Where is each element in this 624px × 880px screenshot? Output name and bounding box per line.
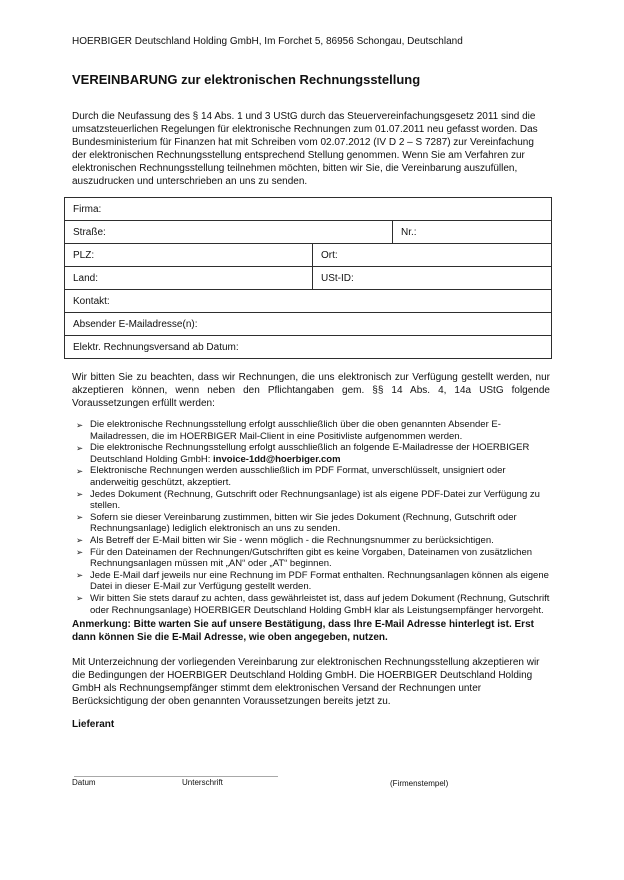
arrow-bullet-icon: ➢ <box>76 442 84 453</box>
list-item <box>76 442 550 465</box>
ustid-field[interactable]: USt-ID: <box>313 267 552 290</box>
requirement-text: Jede E-Mail darf jeweils nur eine Rechnung im PDF Format enthalten. Rechnungsanlagen können als eigene Datei in dieser E-Mail zur Verfügung gestellt werden. <box>90 569 549 593</box>
table-row <box>65 290 552 313</box>
requirement-text: Die elektronische Rechnungsstellung erfolgt ausschließlich an folgende E-Mailadresse der HOERBIGER Deutschland Holding GmbH: <box>90 442 530 465</box>
arrow-bullet-icon: ➢ <box>76 593 84 604</box>
requirements-list <box>72 419 550 616</box>
table-row <box>65 244 552 267</box>
arrow-bullet-icon: ➢ <box>76 512 84 523</box>
list-item <box>76 489 550 512</box>
closing-paragraph: Mit Unterzeichnung der vorliegenden Vereinbarung zur elektronischen Rechnungsstellung akzeptieren wir die Bedingungen der HOERBIGER Deutschland Holding GmbH. Die HOERBIGER Deutschland Holding GmbH als Rechnungsempfänger stimmt dem elektronischen Versand der Rechnungen unter Berücksichtigung der oben genannten Voraussetzungen bereits jetzt zu. <box>72 657 540 708</box>
requirement-text: Wir bitten Sie stets darauf zu achten, dass gewährleistet ist, dass auf jedem Dokument (Rechnung, Gutschrift oder Rechnungsanlage) HOERBIGER Deutschland Holding GmbH klar als Leistungsempfänger hervorgeht. <box>90 592 550 616</box>
date-label: Datum <box>72 778 96 788</box>
table-row <box>65 313 552 336</box>
signature-line <box>74 776 278 779</box>
table-row <box>65 267 552 290</box>
land-field[interactable]: Land: <box>65 267 313 290</box>
requirements-intro: Wir bitten Sie zu beachten, dass wir Rechnungen, die uns elektronisch zur Verfügung gestellt werden, nur akzeptieren können, wenn neben den Pflichtangaben gem. §§ 14 Abs. 4, 14a UStG folgende Voraussetzungen erfüllt werden: <box>72 372 550 409</box>
arrow-bullet-icon: ➢ <box>76 570 84 581</box>
requirement-text: Die elektronische Rechnungsstellung erfolgt ausschließlich über die oben genannten Absender E-Mailadressen, die im HOERBIGER Mail-Client in eine Positivliste aufgenommen werden. <box>90 419 501 442</box>
table-row <box>65 336 552 359</box>
absender-email-field[interactable]: Absender E-Mailadresse(n): <box>65 313 552 336</box>
note-paragraph: Anmerkung: Bitte warten Sie auf unsere Bestätigung, dass Ihre E-Mail Adresse hinterlegt ist. Erst dann können Sie die E-Mail Adresse, wie oben angegeben, nutzen. <box>72 619 534 643</box>
firma-field[interactable]: Firma: <box>65 198 552 221</box>
supplier-data-form <box>64 197 552 359</box>
kontakt-field[interactable]: Kontakt: <box>65 290 552 313</box>
ort-field[interactable]: Ort: <box>313 244 552 267</box>
list-item <box>76 419 550 442</box>
plz-field[interactable]: PLZ: <box>65 244 313 267</box>
signature-label: Unterschrift <box>182 778 223 788</box>
arrow-bullet-icon: ➢ <box>76 489 84 500</box>
list-item <box>76 512 550 535</box>
table-row <box>65 198 552 221</box>
list-item <box>76 547 550 570</box>
arrow-bullet-icon: ➢ <box>76 419 84 430</box>
nr-field[interactable]: Nr.: <box>393 221 552 244</box>
arrow-bullet-icon: ➢ <box>76 465 84 476</box>
list-item <box>76 535 550 547</box>
versand-datum-field[interactable]: Elektr. Rechnungsversand ab Datum: <box>65 336 552 359</box>
company-stamp-label: (Firmenstempel) <box>390 779 449 789</box>
intro-paragraph: Durch die Neufassung des § 14 Abs. 1 und 3 UStG durch das Steuervereinfachungsgesetz 2011 sind die umsatzsteuerlichen Regelungen für elektronische Rechnungen zum 01.07.2011 neu gefasst worden. Das Bundesministerium für Finanzen hat mit Schreiben vom 02.07.2012 (IV D 2 – S 7287) zur Vereinfachung der elektronischen Rechnungsstellung entsprechend Stellung genommen. Wenn Sie am Verfahren zur elektronischen Rechnungsstellung teilnehmen möchten, bitten wir Sie, die Vereinbarung auszufüllen, auszudrucken und unterschrieben an uns zu senden. <box>72 111 538 187</box>
requirement-text: Als Betreff der E-Mail bitten wir Sie - wenn möglich - die Rechnungsnummer zu berücksichtigen. <box>90 534 494 546</box>
requirement-text: Elektronische Rechnungen werden ausschließlich im PDF Format, unverschlüsselt, unsigniert oder anderweitig geschützt, akzeptiert. <box>90 465 506 488</box>
arrow-bullet-icon: ➢ <box>76 547 84 558</box>
signature-block <box>72 776 550 796</box>
supplier-heading: Lieferant <box>72 719 115 731</box>
strasse-field[interactable]: Straße: <box>65 221 393 244</box>
invoice-email: invoice-1dd@hoerbiger.com <box>213 453 341 465</box>
sender-address-line: HOERBIGER Deutschland Holding GmbH, Im Forchet 5, 86956 Schongau, Deutschland <box>72 36 463 47</box>
requirement-text: Jedes Dokument (Rechnung, Gutschrift oder Rechnungsanlage) ist als eigene PDF-Datei zur Verfügung zu stellen. <box>90 488 540 512</box>
requirement-text: Sofern sie dieser Vereinbarung zustimmen, bitten wir Sie jedes Dokument (Rechnung, Gutschrift oder Rechnungsanlage) lediglich elektronisch an uns zu senden. <box>90 511 517 535</box>
table-row <box>65 221 552 244</box>
list-item <box>76 465 550 488</box>
list-item <box>76 570 550 593</box>
list-item <box>76 593 550 616</box>
arrow-bullet-icon: ➢ <box>76 535 84 546</box>
document-title: VEREINBARUNG zur elektronischen Rechnungsstellung <box>72 72 421 87</box>
requirement-text: Für den Dateinamen der Rechnungen/Gutschriften gibt es keine Vorgaben, Dateinamen von zusätzlichen Rechnungsanlagen müssen mit „AN“ oder „AT“ beginnen. <box>90 546 533 570</box>
